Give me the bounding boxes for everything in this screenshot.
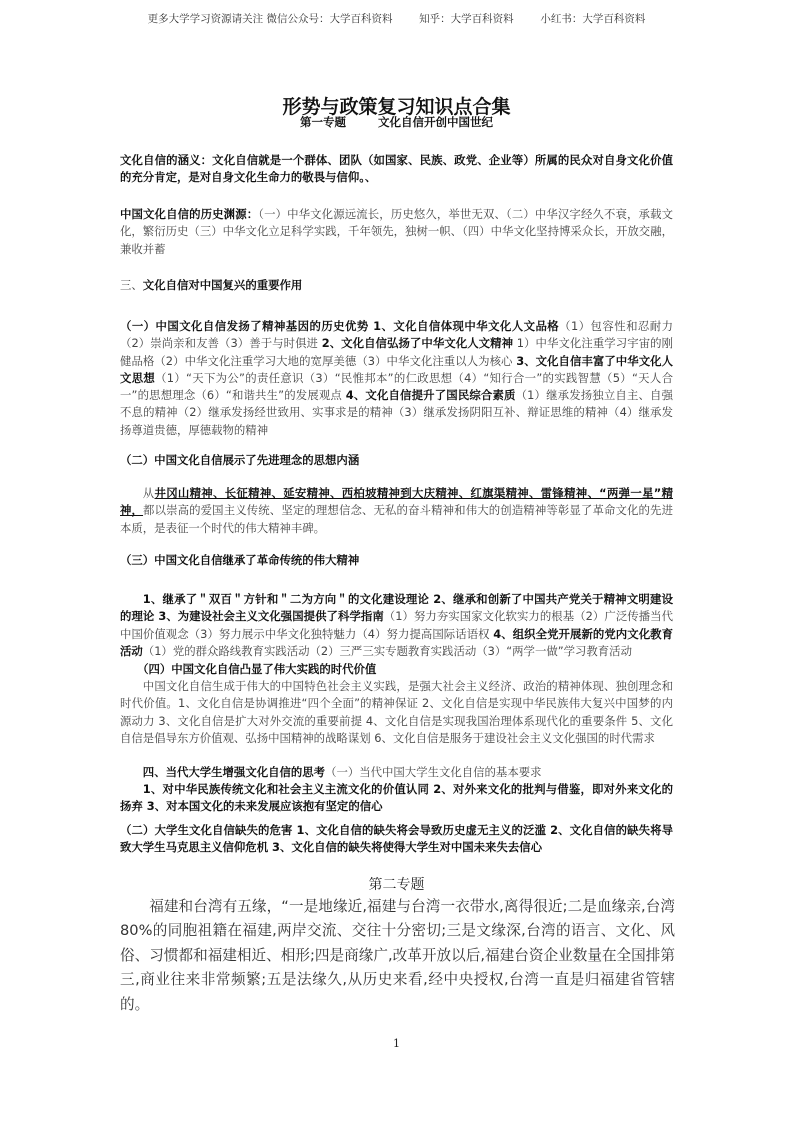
bold-text-segment: 4、组织全党开展新的党内文化教育活动	[120, 626, 673, 658]
text-segment: （一）中华文化源远流长，历史悠久，举世无双、（二）中华汉字经久不衰，承载文化，繁衍历史（三）中华文化立足科学实践，千年领先，独树一帜、（四）中华文化坚持博采众长，开放交融，兼收并蓄	[120, 207, 673, 256]
paragraph	[120, 764, 673, 781]
bold-text-segment: 3、文化自信丰富了中华文化人文思想	[120, 353, 673, 385]
text-segment: （1）“天下为公”的责任意识（3）“民惟邦本”的仁政思想（4）“知行合一”的实践智慧（5）“天人合一”的思想理念（6）“和谐共生”的发展观点	[120, 370, 673, 403]
page-number: 1	[393, 1037, 400, 1050]
text-segment: （1）继承发扬独立自主、自强不息的精神（2）继承发扬经世致用、实事求是的精神（3）继承发扬阴阳互补、辩证思维的精神（4）继承发扬尊道贵德，厚德载物的精神	[120, 388, 673, 437]
paragraph	[120, 277, 673, 294]
paragraph	[120, 485, 673, 537]
bold-text-segment: 四、当代大学生增强文化自信的思考	[142, 765, 326, 779]
paragraph	[120, 552, 673, 569]
bold-text-segment: （三）中国文化自信继承了革命传统的伟大精神	[120, 553, 360, 567]
paragraph	[120, 661, 673, 678]
paragraph	[120, 452, 673, 469]
bold-text-segment: 井冈山精神、长征精神、延安精神、西柏坡精神到大庆精神、红旗渠精神、雷锋精神、“两弹一星”精神，	[120, 486, 673, 518]
bold-text-segment: （一）中国文化自信发扬了精神基因的历史优势 1、文化自信体现中华文化人文品格	[120, 319, 560, 333]
bold-text-segment: 中国文化自信的历史渊源：	[120, 207, 259, 221]
text-segment: （1）党的群众路线教育实践活动（2）三严三实专题教育实践活动（3）“两学一做”学习教育活动	[142, 643, 632, 658]
text-segment: 中国文化自信生成于伟大的中国特色社会主义实践，是强大社会主义经济、政治的精神体现、独创理念和时代价值。1、文化自信是协调推进“四个全面”的精神保证 2、文化自信是实现中华民族伟大复兴中国梦的内源动力 3、文化自信是扩大对外交流的重要前提 4、文化自信是实现我国治理体系现代化的重要条件 5、文化自信是倡导东方价值观、弘扬中国精神的战略谋划 6、文化自信是服务于建设社会主义文化强国的时代需求	[120, 679, 673, 745]
bold-text-segment: 文化自信的涵义：文化自信就是一个群体、团队（如国家、民族、政党、企业等）所属的民众对自身文化价值的充分肯定，是对自身文化生命力的敬畏与信仰。、	[120, 153, 673, 185]
paragraph	[120, 678, 673, 747]
bold-text-segment: 1、对中华民族传统文化和社会主义主流文化的价值认同 2、对外来文化的批判与借鉴，即对外来文化的扬弃 3、对本国文化的未来发展应该抱有坚定的信心	[120, 782, 673, 814]
text-segment: 1）中华文化注重学习宇宙的刚健品格（2）中华文化注重学习大地的宽厚美德（3）中华文化注重以人为核心	[120, 336, 674, 368]
document-title: 形势与政策复习知识点合集	[282, 96, 511, 118]
paragraph	[120, 591, 673, 660]
paragraph	[120, 152, 673, 187]
bold-text-segment: （二）中国文化自信展示了先进理念的思想内涵	[120, 453, 360, 467]
text-segment: （一）当代中国大学生文化自信的基本要求	[325, 765, 542, 779]
text-segment: 都以崇高的爱国主义传统、坚定的理想信念、无私的奋斗精神和伟大的创造精神等彰显了革命文化的先进本质，是表征一个时代的伟大精神丰碑。	[120, 503, 673, 535]
paragraph	[120, 206, 673, 258]
bold-text-segment: 文化自信对中国复兴的重要作用	[142, 278, 303, 292]
bold-text-segment: 2、文化自信弘扬了中华文化人文精神	[321, 336, 514, 351]
text-segment: （1）努力夯实国家文化软实力的根基（2）广泛传播当代中国价值观念（3）努力展示中华文化独特魅力（4）努力提高国际话语权	[120, 609, 673, 641]
text-segment: （1）包容性和忍耐力（2）崇尚亲和友善（3）善于与时俱进	[120, 319, 673, 351]
section-2-paragraph: 福建和台湾有五缘，“一是地缘近,福建与台湾一衣带水,离得很近;二是血缘亲,台湾 80%的同胞祖籍在福建,两岸交流、交往十分密切;三是文缘深,台湾的语言、文化、风俗、习惯都和福建相近、相形;四是商缘广,改革开放以后,福建台资企业数量在全国排第三,商业往来非常频繁;五是法缘久,从历史来看,经中央授权,台湾一直是归福建省管辖的。	[120, 898, 675, 1013]
bold-text-segment: 4、文化自信提升了国民综合素质	[345, 388, 516, 403]
bold-text-segment: （四）中国文化自信凸显了伟大实践的时代价值	[137, 662, 377, 676]
page-header: 更多大学学习资源请关注 微信公众号：大学百科资料 知乎：大学百科资料 小红书：大学百科资料	[147, 13, 646, 25]
bold-text-segment: 1、继承了＂双百＂方针和＂二为方向＂的文化建设理论 2、继承和创新了中国共产党关于精神文明建设的理论 3、为建设社会主义文化强国提供了科学指南	[120, 592, 673, 624]
paragraph	[120, 318, 673, 439]
section-2-title: 第二专题	[368, 877, 425, 893]
text-segment: 三、	[120, 278, 143, 292]
bold-text-segment: （二）大学生文化自信缺失的危害 1、文化自信的缺失将会导致历史虚无主义的泛滥 2、文化自信的缺失将导致大学生马克思主义信仰危机 3、文化自信的缺失将使得大学生对中国未来失去信心	[120, 823, 673, 855]
paragraph	[120, 822, 673, 857]
text-segment: 从	[142, 486, 155, 500]
paragraph	[120, 781, 673, 816]
document-subtitle: 第一专题 文化自信开创中国世纪	[299, 115, 494, 129]
